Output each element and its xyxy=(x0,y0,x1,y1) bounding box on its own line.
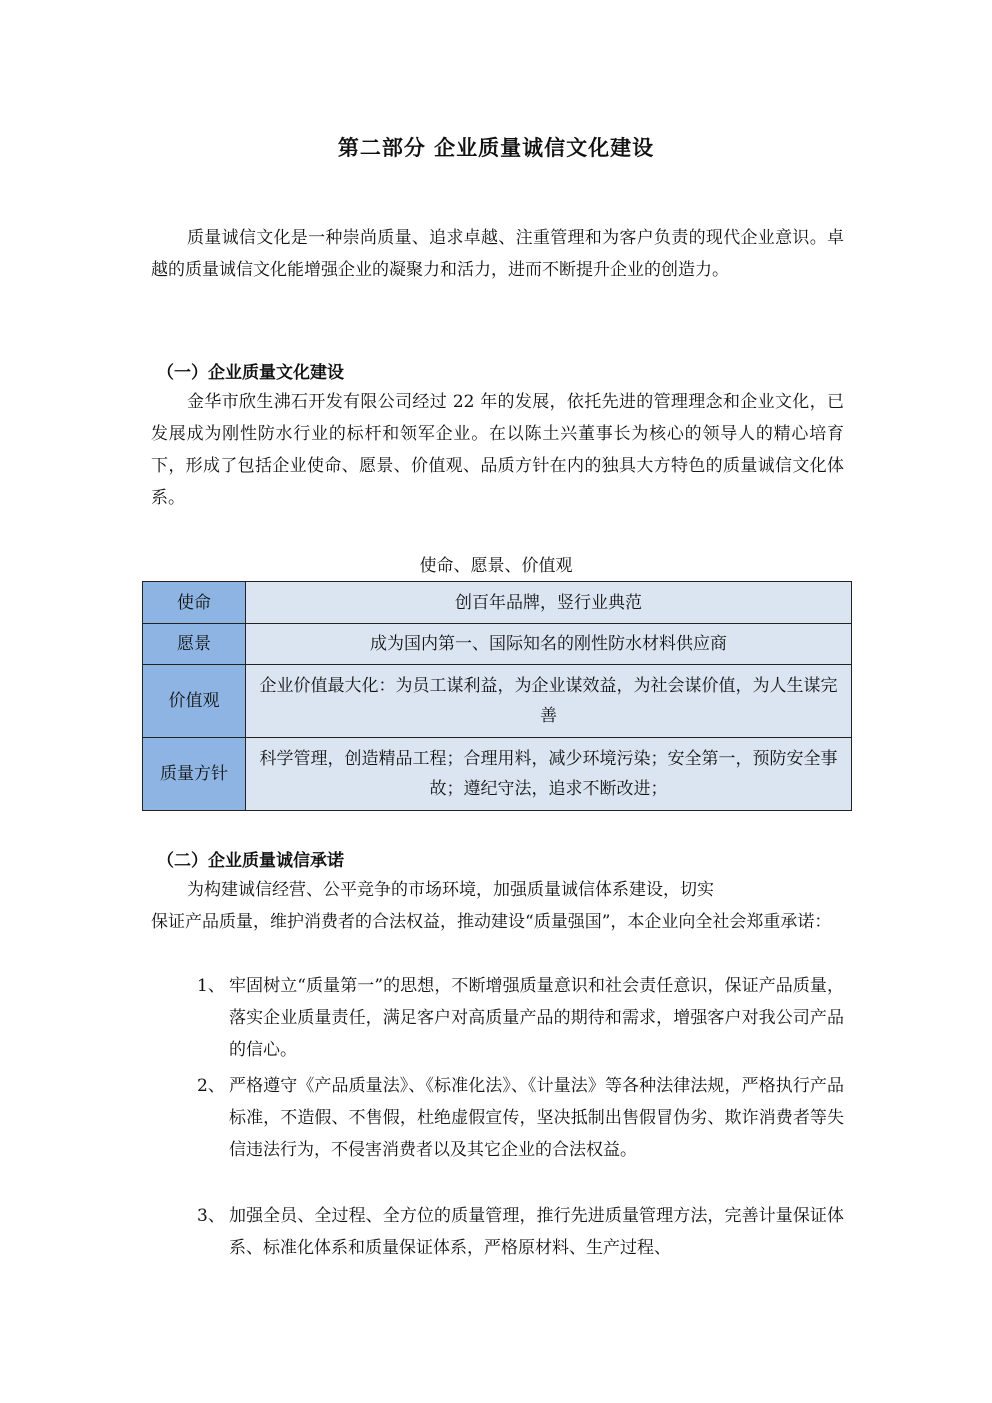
row-label: 愿景 xyxy=(143,624,246,665)
item-number: 2、 xyxy=(197,1076,225,1096)
table-row xyxy=(143,665,852,738)
section2-paragraph: 保证产品质量，维护消费者的合法权益，推动建设“质量强国”，本企业向全社会郑重承诺： xyxy=(151,912,832,932)
section1-paragraph: 金华市欣生沸石开发有限公司经过 22 年的发展，依托先进的管理理念和企业文化，已发展成为刚性防水行业的标杆和领军企业。在以陈土兴董事长为核心的领导人的精心培育下，形成了包括企业使命、愿景、价值观、品质方针在内的独具大方特色的质量诚信文化体系。 xyxy=(151,392,844,508)
section2-line1: 为构建诚信经营、公平竞争的市场环境，加强质量诚信体系建设，切实 xyxy=(187,880,714,900)
row-value: 成为国内第一、国际知名的刚性防水材料供应商 xyxy=(246,624,852,665)
table-caption: 使命、愿景、价值观 xyxy=(419,556,573,576)
item-number: 1、 xyxy=(197,976,225,996)
row-value: 科学管理，创造精品工程；合理用料，减少环境污染；安全第一，预防安全事故；遵纪守法，追求不断改进； xyxy=(246,738,852,811)
row-label: 价值观 xyxy=(143,665,246,738)
row-value: 企业价值最大化：为员工谋利益，为企业谋效益，为社会谋价值，为人生谋完善 xyxy=(246,665,852,738)
item-text: 严格遵守《产品质量法》、《标准化法》、《计量法》等各种法律法规，严格执行产品标准，不造假、不售假，杜绝虚假宣传，坚决抵制出售假冒伪劣、欺诈消费者等失信违法行为，不侵害消费者以及其它企业的合法权益。 xyxy=(229,1076,844,1160)
table-row xyxy=(143,582,852,624)
intro-paragraph: 质量诚信文化是一种崇尚质量、追求卓越、注重管理和为客户负责的现代企业意识。卓越的质量诚信文化能增强企业的凝聚力和活力，进而不断提升企业的创造力。 xyxy=(151,228,844,280)
item-number: 3、 xyxy=(197,1206,225,1226)
culture-table xyxy=(142,581,852,811)
row-label: 质量方针 xyxy=(143,738,246,811)
item-text: 加强全员、全过程、全方位的质量管理，推行先进质量管理方法，完善计量保证体系、标准化体系和质量保证体系，严格原材料、生产过程、 xyxy=(229,1206,844,1258)
table-row xyxy=(143,738,852,811)
row-label: 使命 xyxy=(143,582,246,624)
list-item xyxy=(197,1200,844,1264)
list-item xyxy=(197,970,844,1066)
list-item xyxy=(197,1070,844,1166)
page-title: 第二部分 企业质量诚信文化建设 xyxy=(337,136,655,160)
table-row xyxy=(143,624,852,665)
section2-heading: （二）企业质量诚信承诺 xyxy=(157,851,344,871)
item-text: 牢固树立“质量第一”的思想，不断增强质量意识和社会责任意识，保证产品质量，落实企业质量责任，满足客户对高质量产品的期待和需求，增强客户对我公司产品的信心。 xyxy=(229,976,844,1060)
section1-heading: （一）企业质量文化建设 xyxy=(157,363,344,383)
row-value: 创百年品牌，竖行业典范 xyxy=(246,582,852,624)
